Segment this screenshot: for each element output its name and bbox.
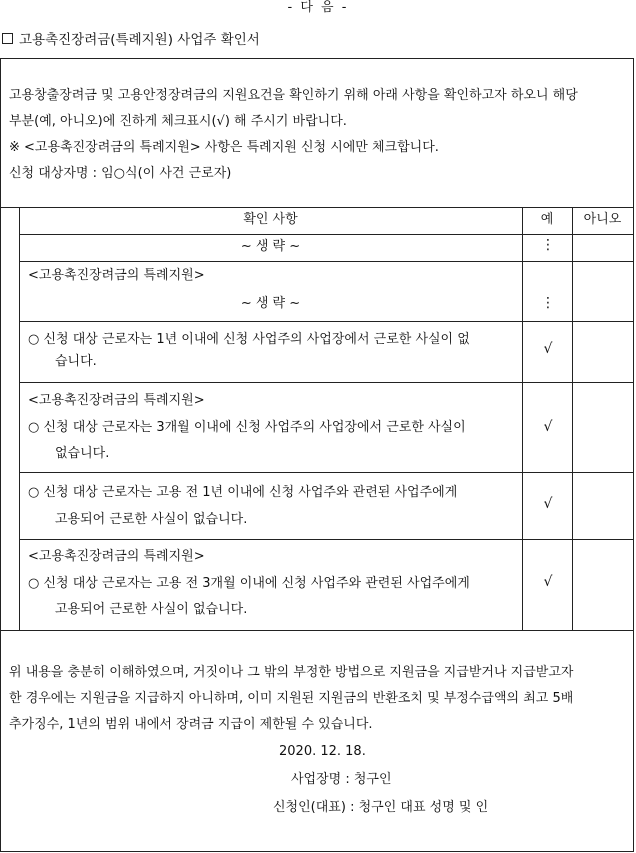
row-special-support-label: <고용촉진장려금의 특례지원> bbox=[28, 549, 205, 564]
intro-line-2: 부분(예, 아니오)에 진하게 체크표시(√) 해 주시기 바랍니다. bbox=[9, 114, 347, 129]
intro-line-1: 고용창출장려금 및 고용안정장려금의 지원요건을 확인하기 위해 아래 사항을 확인하고자 하오니 해당 bbox=[9, 88, 578, 103]
row-yes-mark: ⋮ bbox=[541, 237, 555, 253]
table-bottom-border bbox=[1, 630, 633, 631]
row-item-text-cont: 고용되어 근로한 사실이 없습니다. bbox=[55, 512, 248, 527]
intro-line-3: ※ <고용촉진장려금의 특례지원> 사항은 특례지원 신청 시에만 체크합니다. bbox=[9, 140, 439, 155]
row-item-text-cont: 고용되어 근로한 사실이 없습니다. bbox=[55, 602, 248, 617]
row-item-text: ○ 신청 대상 근로자는 고용 전 1년 이내에 신청 사업주와 관련된 사업주에게 bbox=[28, 485, 458, 500]
business-name: 사업장명 : 청구인 bbox=[291, 772, 392, 787]
header-no: 아니오 bbox=[583, 212, 622, 227]
declaration-date: 2020. 12. 18. bbox=[279, 744, 366, 759]
row-divider bbox=[19, 261, 633, 262]
row-special-support-label: <고용촉진장려금의 특례지원> bbox=[28, 268, 205, 283]
checkbox-icon bbox=[2, 33, 13, 44]
header-yes: 예 bbox=[540, 212, 554, 227]
applicant-representative: 신청인(대표) : 청구인 대표 성명 및 인 bbox=[273, 800, 489, 815]
declaration-line-1: 위 내용을 충분히 이해하였으며, 거짓이나 그 밖의 부정한 방법으로 지원금을 지급받거나 지급받고자 bbox=[9, 665, 574, 680]
row-divider bbox=[19, 234, 633, 235]
applicant-target-name: 신청 대상자명 : 임○식(이 사건 근로자) bbox=[9, 166, 232, 181]
document-heading: - 다 음 - bbox=[287, 0, 349, 15]
row-omitted-text: ~ 생 략 ~ bbox=[240, 239, 301, 254]
row-item-text-cont: 없습니다. bbox=[55, 446, 110, 461]
row-item-text: ○ 신청 대상 근로자는 1년 이내에 신청 사업주의 사업장에서 근로한 사실이 없 bbox=[28, 332, 470, 347]
declaration-line-2: 한 경우에는 지원금을 지급하지 아니하며, 이미 지원된 지원금의 반환조치 및 부정수급액의 최고 5배 bbox=[9, 691, 574, 706]
row-yes-check: √ bbox=[543, 419, 553, 435]
row-yes-check: √ bbox=[543, 341, 553, 357]
row-item-text: ○ 신청 대상 근로자는 3개월 이내에 신청 사업주의 사업장에서 근로한 사실이 bbox=[28, 420, 466, 435]
row-special-support-label: <고용촉진장려금의 특례지원> bbox=[28, 393, 205, 408]
row-omitted-text: ~ 생 략 ~ bbox=[240, 296, 301, 311]
row-divider bbox=[19, 472, 633, 473]
header-check-items: 확인 사항 bbox=[243, 212, 298, 227]
form-title bbox=[2, 28, 260, 48]
row-yes-check: √ bbox=[543, 574, 553, 590]
row-divider bbox=[19, 321, 633, 322]
row-divider bbox=[19, 382, 633, 383]
row-item-text: ○ 신청 대상 근로자는 고용 전 3개월 이내에 신청 사업주와 관련된 사업주에게 bbox=[28, 576, 470, 591]
row-divider bbox=[19, 539, 633, 540]
table-top-border bbox=[1, 207, 633, 208]
form-title-text: 고용촉진장려금(특례지원) 사업주 확인서 bbox=[19, 32, 260, 48]
declaration-line-3: 추가징수, 1년의 범위 내에서 장려금 지급이 제한될 수 있습니다. bbox=[9, 717, 373, 732]
table-left-border bbox=[19, 207, 20, 630]
row-yes-check: √ bbox=[543, 496, 553, 512]
form-frame bbox=[0, 58, 634, 852]
row-yes-mark: ⋮ bbox=[541, 295, 555, 311]
row-item-text-cont: 습니다. bbox=[55, 354, 97, 369]
